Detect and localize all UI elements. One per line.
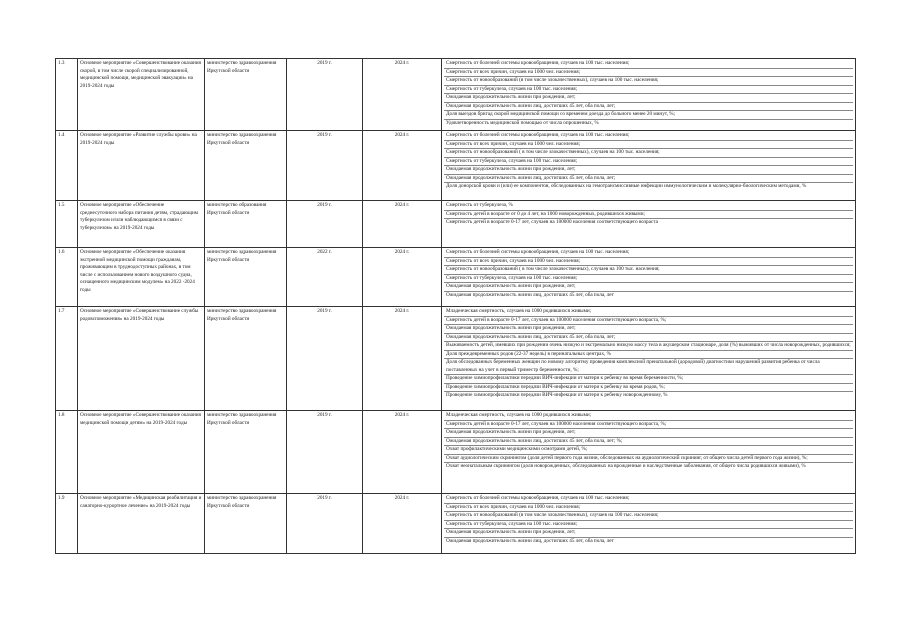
indicator-line: Смертность от новообразований ( в том числе злокачественных), случаев на 100 тыс. населения;	[444, 266, 853, 275]
measure-name: Основное мероприятие «Совершенствование оказания медицинской помощи детям» на 2019-2024 годы	[78, 411, 205, 494]
indicator-line: Смертность от туберкулеза, %	[444, 202, 853, 211]
end-year: 2024 г.	[363, 248, 442, 307]
indicator-line: Ожидаемая продолжительность жизни лиц, достигших 45 лет, оба пола, лет	[446, 537, 614, 544]
indicator-line: Охват неонатальным скринингом (доля новорожденных, обследованных на врожденные и наследственные заболевания, от общего числа родившихся живыми), %	[446, 463, 806, 469]
start-year: 2019 г.	[287, 411, 363, 494]
indicators-cell	[442, 307, 856, 411]
indicators-cell	[442, 411, 856, 494]
table-row	[56, 131, 856, 201]
start-year: 2022 г.	[287, 248, 363, 307]
indicator-line: Ожидаемая продолжительность жизни при рождении, лет;	[444, 325, 853, 334]
measure-name: Основное мероприятие «Совершенствование оказания скорой, в том числе скорой специализированной, медицинской помощи, медицинской эвакуации» на 2019-2024 годы	[78, 59, 205, 131]
executor-name: министерство здравоохранения Иркутской области	[205, 494, 287, 554]
indicator-line: Охват профилактическими медицинскими осмотрами детей, %;	[444, 446, 853, 455]
indicator-line: Смертность от новообразований (в том числе злокачественных), случаев на 100 тыс. населения;	[444, 77, 853, 86]
indicator-line: Смертность от туберкулеза, случаев на 100 тыс. населения;	[444, 86, 853, 95]
start-year: 2019 г.	[287, 59, 363, 131]
measure-name: Основное мероприятие «Совершенствование службы родовспоможения» на 2019-2024 годы	[78, 307, 205, 411]
indicator-line: Смертность от туберкулеза, случаев на 100 тыс. населения;	[444, 521, 853, 530]
row-number: 1.6	[56, 248, 78, 307]
indicator-line: Доля выездов бригад скорой медицинской помощи со временем доезда до больного менее 20 минут, %;	[444, 111, 853, 120]
indicator-line: Ожидаемая продолжительность жизни при рождении, лет;	[444, 429, 853, 438]
indicator-line: Смертность детей в возрасте 0-17 лет, случаев на 100000 населения соответствующего возраста	[446, 219, 658, 225]
indicators-cell	[442, 248, 856, 307]
executor-name: министерство здравоохранения Иркутской области	[205, 59, 287, 131]
executor-name: министерство здравоохранения Иркутской области	[205, 411, 287, 494]
indicator-line: Ожидаемая продолжительность жизни при рождении, лет;	[444, 283, 853, 292]
indicator-line: Смертность от туберкулеза, случаев на 100 тыс. населения;	[444, 275, 853, 284]
end-year: 2024 г.	[363, 494, 442, 554]
indicator-line: Выживаемость детей, имевших при рождении очень низкую и экстремально низкую массу тела в акушерском стационаре, доля (%) выживших от числа новорожденных, родившихся;	[444, 342, 853, 351]
end-year: 2024 г.	[363, 411, 442, 494]
indicator-line: Ожидаемая продолжительность жизни лиц, достигших 45 лет, оба пола, лет;	[444, 175, 853, 184]
table-row	[56, 59, 856, 131]
indicator-line: Смертность от новообразований (в том числе злокачественных), случаев на 100 тыс. населения;	[444, 512, 853, 521]
row-number: 1.3	[56, 59, 78, 131]
indicator-line: Смертность от болезней системы кровообращения, случаев на 100 тыс. населения;	[444, 60, 853, 69]
indicator-line: Смертность детей в возрасте от 0 до 4 лет, на 1000 новорожденных, родившихся живыми;	[444, 211, 853, 220]
indicator-line: Смертность от болезней системы кровообращения, случаев на 100 тыс. населения;	[444, 249, 853, 258]
executor-name: министерство здравоохранения Иркутской области	[205, 131, 287, 201]
row-number: 1.5	[56, 201, 78, 248]
end-year: 2024 г.	[363, 201, 442, 248]
indicator-line: Младенческая смертность, случаев на 1000 родившихся живыми;	[444, 412, 853, 421]
indicator-line: Проведение химиопрофилактики передачи ВИЧ-инфекции от матери к ребенку во время родов, %;	[444, 384, 853, 393]
indicator-line: Смертность детей в возрасте 0-17 лет, случаев на 100000 населения соответствующего возраста, %;	[444, 317, 853, 326]
indicator-line: Смертность от туберкулеза, случаев на 100 тыс. населения;	[444, 158, 853, 167]
indicator-line: Младенческая смертность, случаев на 1000 родившихся живыми;	[444, 308, 853, 317]
indicator-line: Ожидаемая продолжительность жизни лиц, достигших 45 лет, оба пола, лет;	[444, 334, 853, 343]
indicator-line: Проведение химиопрофилактики передачи ВИЧ-инфекции от матери к ребенку новорожденному, %	[446, 392, 668, 398]
indicator-line: Смертность от всех причин, случаев на 1000 чел. населения;	[444, 69, 853, 78]
indicator-line: Ожидаемая продолжительность жизни при рождении, лет;	[444, 529, 853, 538]
table-row	[56, 307, 856, 411]
table-row	[56, 411, 856, 494]
end-year: 2024 г.	[363, 59, 442, 131]
indicator-line: Доля обследованных беременных женщин по новому алгоритму проведения комплексной пренатальной (дородовой) диагностики нарушений развития ребенка от числа поставленных на учет в первый триместр беременности, %;	[444, 359, 853, 375]
indicator-line: Смертность от болезней системы кровообращения, случаев на 100 тыс. населения;	[444, 495, 853, 504]
executor-name: министерство образования Иркутской области	[205, 201, 287, 248]
measure-name: Основное мероприятие «Обеспечение оказания экстренной медицинской помощи гражданам, проживающим в труднодоступных районах, в том числе с использованием нового воздушного судна, оснащенного медицинским модулем» на 2022 -2024 годы	[78, 248, 205, 307]
measure-name: Основное мероприятие «Обеспечение среднесуточного набора питания детям, страдающим туберкулезом и/или наблюдающимся в связи с туберкулезом» на 2019-2024 годы	[78, 201, 205, 248]
indicator-line: Охват аудиологическим скринингом (доля детей первого года жизни, обследованных на аудиологический скрининг, от общего числа детей первого года жизни), %;	[444, 455, 853, 464]
row-number: 1.7	[56, 307, 78, 411]
table-row	[56, 494, 856, 554]
indicators-cell	[442, 59, 856, 131]
measure-name: Основное мероприятие «Медицинская реабилитация и санаторно-курортное лечение» на 2019-2024 годы	[78, 494, 205, 554]
indicators-cell	[442, 494, 856, 554]
end-year: 2024 г.	[363, 307, 442, 411]
indicator-line: Смертность от болезней системы кровообращения, случаев на 100 тыс. населения;	[444, 132, 853, 141]
indicator-line: Доля преждевременных родов (22-37 недель) в перинатальных центрах, %	[444, 351, 853, 360]
measures-table	[55, 58, 856, 554]
start-year: 2019 г.	[287, 494, 363, 554]
measure-name: Основное мероприятие «Развитие службы крови» на 2019-2024 годы	[78, 131, 205, 201]
indicator-line: Удовлетворенность медицинской помощью от числа опрошенных, %	[446, 119, 599, 126]
indicator-line: Смертность от всех причин, случаев на 1000 чел. населения;	[444, 504, 853, 513]
start-year: 2019 г.	[287, 131, 363, 201]
indicator-line: Проведение химиопрофилактики передачи ВИЧ-инфекции от матери к ребенку во время беременности, %;	[444, 375, 853, 384]
indicator-line: Смертность от новообразований ( в том числе злокачественных), случаев на 100 тыс. населения;	[444, 149, 853, 158]
executor-name: министерство здравоохранения Иркутской области	[205, 248, 287, 307]
indicator-line: Смертность от всех причин, случаев на 1000 чел. населения;	[444, 258, 853, 267]
table-row	[56, 201, 856, 248]
indicator-line: Ожидаемая продолжительность жизни лиц, достигших 45 лет, оба пола, лет	[446, 291, 614, 298]
indicator-line: Ожидаемая продолжительность жизни лиц, достигших 45 лет, оба пола, лет;	[444, 103, 853, 112]
indicators-cell	[442, 131, 856, 201]
indicators-cell	[442, 201, 856, 248]
row-number: 1.4	[56, 131, 78, 201]
executor-name: министерство здравоохранения Иркутской области	[205, 307, 287, 411]
indicator-line: Ожидаемая продолжительность жизни при рождении, лет;	[444, 94, 853, 103]
indicator-line: Доля донорской крови и (или) ее компонентов, обследованных на гемотрансмиссивные инфекции иммунологическим и молекулярно-биологическим методами, %	[446, 183, 807, 189]
measures-table-body	[56, 59, 856, 554]
start-year: 2019 г.	[287, 307, 363, 411]
row-number: 1.9	[56, 494, 78, 554]
row-number: 1.8	[56, 411, 78, 494]
indicator-line: Ожидаемая продолжительность жизни лиц, достигших 45 лет, оба пола, лет; %;	[444, 438, 853, 447]
indicator-line: Ожидаемая продолжительность жизни при рождении, лет;	[444, 166, 853, 175]
start-year: 2019 г.	[287, 201, 363, 248]
indicator-line: Смертность от всех причин, случаев на 1000 чел. населения;	[444, 141, 853, 150]
table-row	[56, 248, 856, 307]
end-year: 2024 г.	[363, 131, 442, 201]
indicator-line: Смертность детей в возрасте 0-17 лет, случаев на 100000 населения соответствующего возраста, %;	[444, 421, 853, 430]
